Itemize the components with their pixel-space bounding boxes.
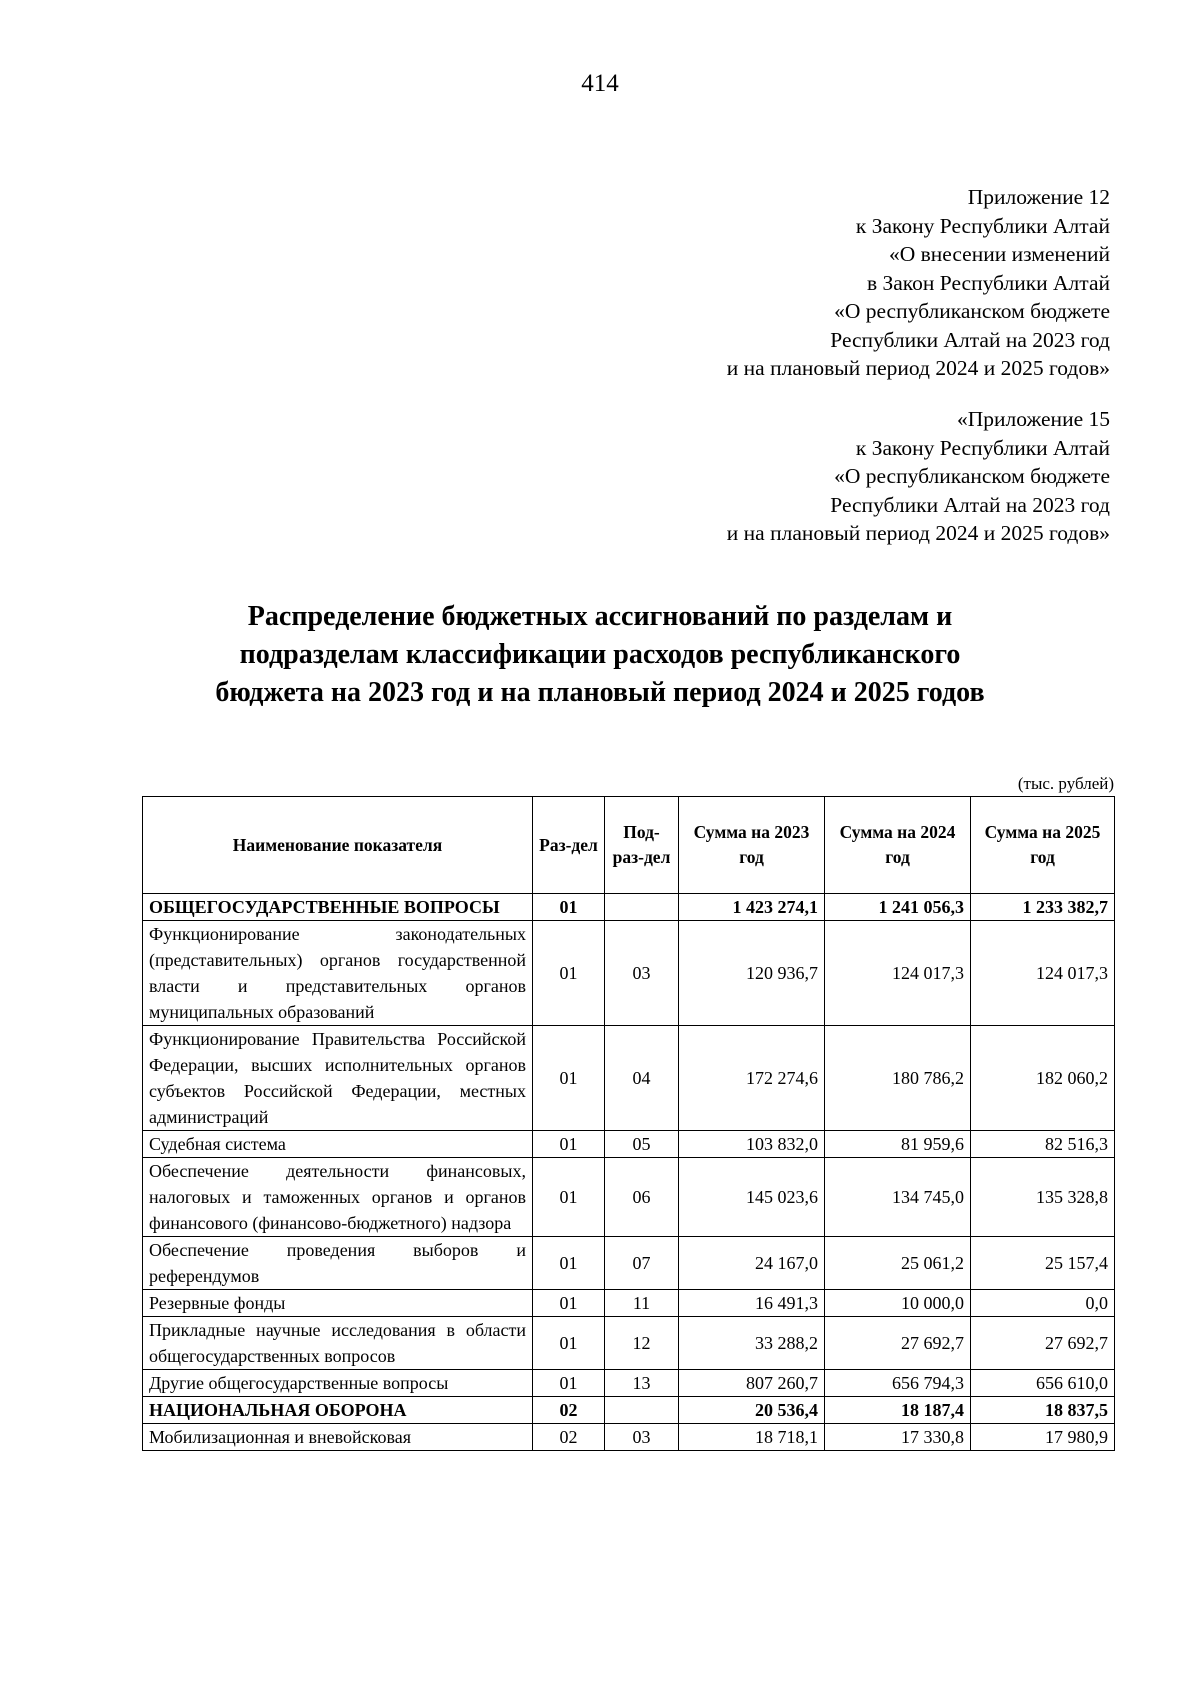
header-subsection: Под-раз-дел (605, 797, 679, 894)
row-subsection: 12 (605, 1317, 679, 1370)
row-name: Мобилизационная и вневойсковая (143, 1424, 533, 1451)
row-sum-2025: 82 516,3 (971, 1131, 1115, 1158)
header-sum-2025: Сумма на 2025 год (971, 797, 1115, 894)
table-row (143, 1317, 1115, 1370)
annex-15-line: «О республиканском бюджете (834, 464, 1110, 488)
row-sum-2023: 24 167,0 (679, 1237, 825, 1290)
row-sum-2023: 20 536,4 (679, 1397, 825, 1424)
row-section: 01 (533, 1237, 605, 1290)
table-header-row (143, 797, 1115, 894)
row-subsection: 03 (605, 921, 679, 1026)
row-sum-2025: 135 328,8 (971, 1158, 1115, 1237)
row-name: Другие общегосударственные вопросы (143, 1370, 533, 1397)
units-note: (тыс. рублей) (1017, 774, 1114, 793)
row-name: Прикладные научные исследования в области общегосударственных вопросов (143, 1317, 533, 1370)
row-name: НАЦИОНАЛЬНАЯ ОБОРОНА (143, 1397, 533, 1424)
document-title-line: бюджета на 2023 год и на плановый период 2024 и 2025 годов (215, 677, 985, 708)
row-section: 01 (533, 1317, 605, 1370)
row-sum-2023: 145 023,6 (679, 1158, 825, 1237)
row-sum-2023: 807 260,7 (679, 1370, 825, 1397)
row-subsection: 11 (605, 1290, 679, 1317)
annex-12-line: к Закону Республики Алтай (855, 213, 1110, 238)
row-name: Резервные фонды (143, 1290, 533, 1317)
row-sum-2024: 124 017,3 (825, 921, 971, 1026)
row-section: 02 (533, 1397, 605, 1424)
row-sum-2023: 120 936,7 (679, 921, 825, 1026)
annex-12-line: «О внесении изменений (888, 242, 1110, 266)
annex-12-line: Приложение 12 (967, 185, 1110, 209)
annex-12-line: в Закон Республики Алтай (866, 270, 1110, 295)
annex-12-line: и на плановый период 2024 и 2025 годов» (726, 356, 1110, 380)
row-section: 01 (533, 921, 605, 1026)
annex-15-line: к Закону Республики Алтай (855, 435, 1110, 460)
row-name: Обеспечение проведения выборов и референдумов (143, 1237, 533, 1290)
row-sum-2024: 81 959,6 (825, 1131, 971, 1158)
header-sum-2023: Сумма на 2023 год (679, 797, 825, 894)
row-subsection: 07 (605, 1237, 679, 1290)
document-title (100, 598, 1100, 712)
row-sum-2025: 182 060,2 (971, 1026, 1115, 1131)
table-row (143, 1131, 1115, 1158)
row-sum-2023: 103 832,0 (679, 1131, 825, 1158)
table-row (143, 921, 1115, 1026)
row-sum-2025: 27 692,7 (971, 1317, 1115, 1370)
row-sum-2025: 656 610,0 (971, 1370, 1115, 1397)
row-sum-2025: 0,0 (971, 1290, 1115, 1317)
annex-15-header (510, 405, 1110, 548)
table-row (143, 1370, 1115, 1397)
row-section: 01 (533, 1131, 605, 1158)
row-sum-2024: 18 187,4 (825, 1397, 971, 1424)
annex-12-header (510, 183, 1110, 383)
document-title-line: подразделам классификации расходов республиканского (239, 639, 961, 670)
row-sum-2024: 134 745,0 (825, 1158, 971, 1237)
document-title-line: Распределение бюджетных ассигнований по разделам и (247, 601, 953, 632)
row-subsection (605, 894, 679, 921)
row-sum-2024: 25 061,2 (825, 1237, 971, 1290)
table-row (143, 1158, 1115, 1237)
row-section: 01 (533, 1026, 605, 1131)
row-section: 02 (533, 1424, 605, 1451)
budget-table (142, 796, 1115, 1451)
table-row (143, 1290, 1115, 1317)
annex-15-line: и на плановый период 2024 и 2025 годов» (726, 521, 1110, 545)
row-sum-2024: 27 692,7 (825, 1317, 971, 1370)
header-sum-2024: Сумма на 2024 год (825, 797, 971, 894)
row-subsection: 04 (605, 1026, 679, 1131)
row-sum-2024: 17 330,8 (825, 1424, 971, 1451)
row-section: 01 (533, 1370, 605, 1397)
table-row (143, 1397, 1115, 1424)
row-sum-2023: 18 718,1 (679, 1424, 825, 1451)
row-sum-2025: 124 017,3 (971, 921, 1115, 1026)
row-name: Функционирование законодательных (представительных) органов государственной власти и представительных органов муниципальных образований (143, 921, 533, 1026)
table-row (143, 1026, 1115, 1131)
row-sum-2025: 1 233 382,7 (971, 894, 1115, 921)
row-name: Функционирование Правительства Российской Федерации, высших исполнительных органов субъектов Российской Федерации, местных администраций (143, 1026, 533, 1131)
row-name: Обеспечение деятельности финансовых, налоговых и таможенных органов и органов финансового (финансово-бюджетного) надзора (143, 1158, 533, 1237)
row-subsection: 13 (605, 1370, 679, 1397)
annex-12-line: «О республиканском бюджете (834, 299, 1110, 323)
row-name: Судебная система (143, 1131, 533, 1158)
row-sum-2024: 1 241 056,3 (825, 894, 971, 921)
row-sum-2025: 18 837,5 (971, 1397, 1115, 1424)
row-sum-2023: 16 491,3 (679, 1290, 825, 1317)
row-subsection: 03 (605, 1424, 679, 1451)
row-section: 01 (533, 1158, 605, 1237)
header-name: Наименование показателя (143, 797, 533, 894)
row-section: 01 (533, 1290, 605, 1317)
row-subsection (605, 1397, 679, 1424)
row-sum-2024: 656 794,3 (825, 1370, 971, 1397)
row-sum-2024: 180 786,2 (825, 1026, 971, 1131)
header-section: Раз-дел (533, 797, 605, 894)
row-sum-2025: 25 157,4 (971, 1237, 1115, 1290)
annex-15-line: «Приложение 15 (956, 407, 1110, 431)
row-name: ОБЩЕГОСУДАРСТВЕННЫЕ ВОПРОСЫ (143, 894, 533, 921)
row-sum-2023: 172 274,6 (679, 1026, 825, 1131)
table-row (143, 1237, 1115, 1290)
annex-15-line: Республики Алтай на 2023 год (830, 492, 1110, 517)
table-row (143, 1424, 1115, 1451)
row-sum-2025: 17 980,9 (971, 1424, 1115, 1451)
annex-12-line: Республики Алтай на 2023 год (830, 327, 1110, 352)
row-subsection: 05 (605, 1131, 679, 1158)
row-section: 01 (533, 894, 605, 921)
table-row (143, 894, 1115, 921)
row-subsection: 06 (605, 1158, 679, 1237)
row-sum-2024: 10 000,0 (825, 1290, 971, 1317)
row-sum-2023: 1 423 274,1 (679, 894, 825, 921)
page-number: 414 (581, 70, 619, 97)
row-sum-2023: 33 288,2 (679, 1317, 825, 1370)
